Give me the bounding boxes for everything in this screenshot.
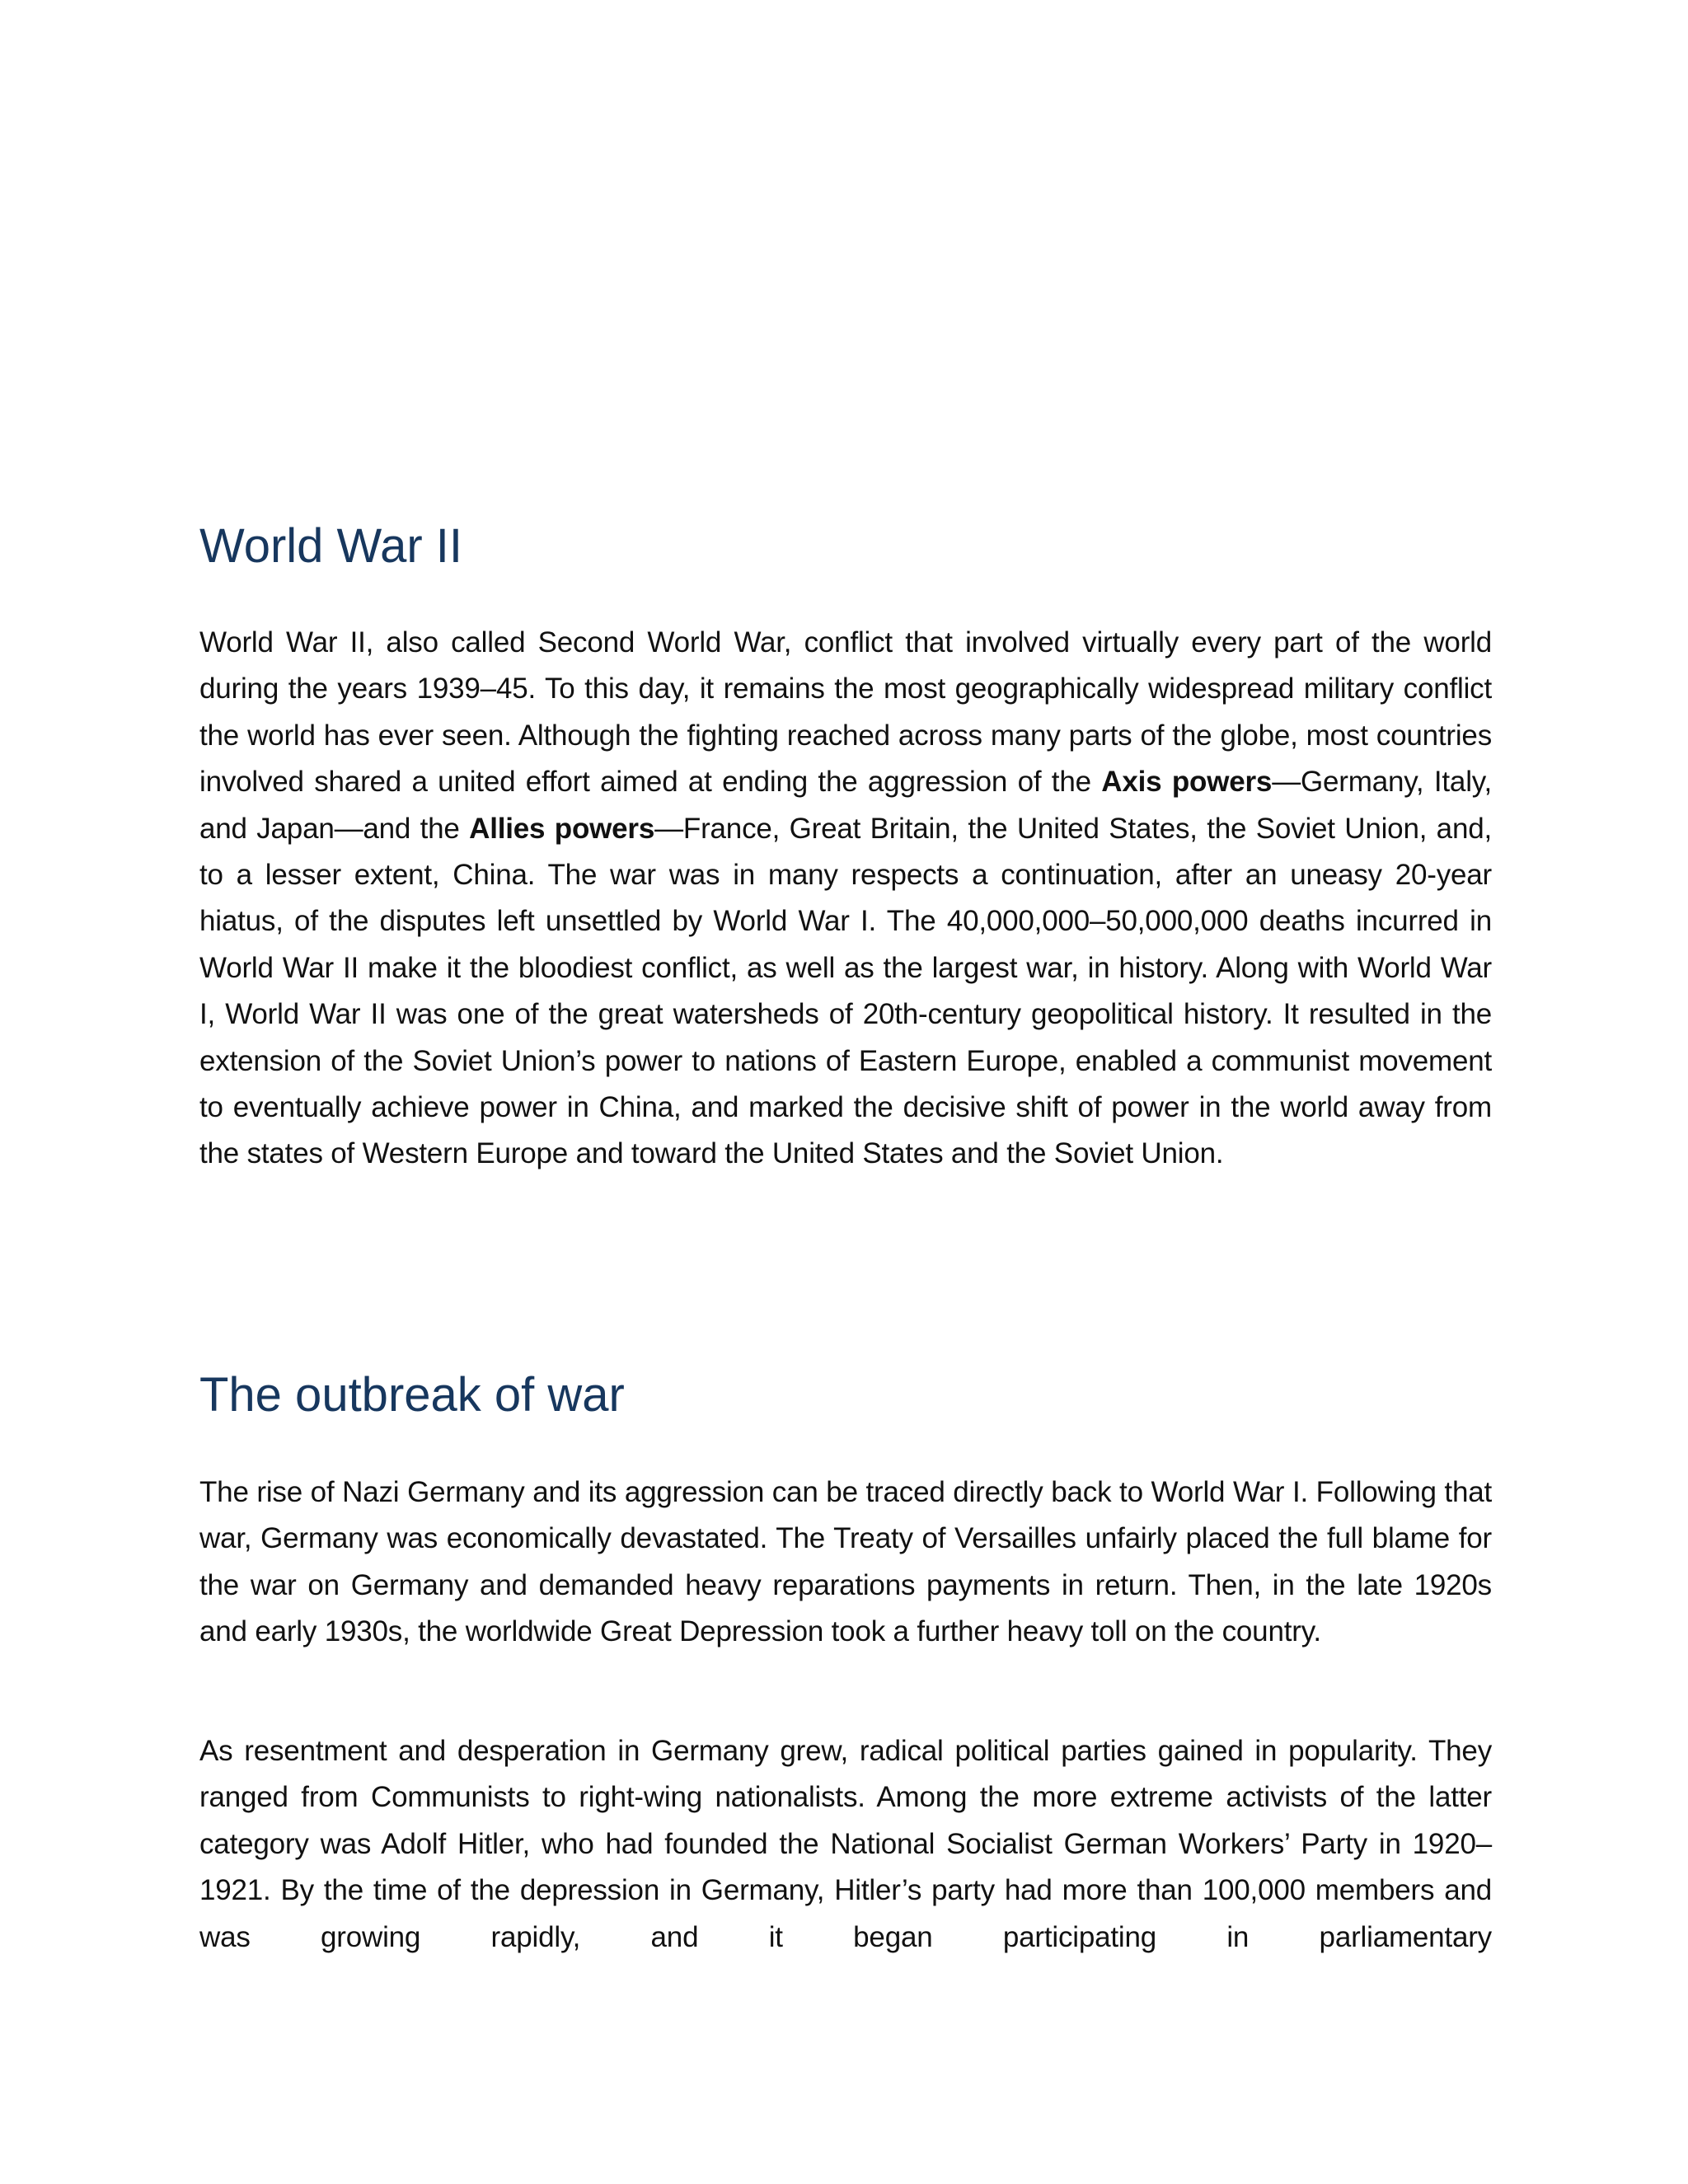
paragraph-text: —Germany, Italy, and Japan—and the	[199, 766, 1492, 845]
paragraph-text: —France, Great Britain, the United States, the Soviet Union, and, to a lesser extent, China. The war was in many respects a continuation, after an uneasy 20-year hiatus, of the disputes left unsettled by World War I. The 40,000,000–50,000,000 deaths incurred in World War II make it the bloodiest conflict, as well as the largest war, in history. Along with World War I, World War II was one of the great watersheds of 20th-century geopolitical history. It resulted in the extension of the Soviet Union’s power to nations of Eastern Europe, enabled a communist movement to eventually achieve power in China, and marked the decisive shift of power in the world away from the states of Western Europe and toward the United States and the Soviet Union.	[199, 812, 1492, 1170]
allies-powers-term: Allies powers	[469, 812, 655, 845]
section-title-world-war-ii: World War II	[199, 519, 463, 573]
axis-powers-term: Axis powers	[1101, 766, 1273, 799]
section-1-paragraph	[199, 620, 1492, 1178]
section-2-paragraph-2: As resentment and desperation in Germany grew, radical political parties gained in popularity. They ranged from Communists to right-wing nationalists. Among the more extreme activists of the latter category was Adolf Hitler, who had founded the National Socialist German Workers’ Party in 1920–1921. By the time of the depression in Germany, Hitler’s party had more than 100,000 members and was growing rapidly, and it began participating in parliamentary	[199, 1735, 1492, 1953]
section-title-outbreak-of-war: The outbreak of war	[199, 1368, 625, 1422]
document-page	[199, 0, 1492, 2184]
paragraph-text: World War II, also called Second World War, conflict that involved virtually every part of the world during the years 1939–45. To this day, it remains the most geographically widespread military conflict the world has ever seen. Although the fighting reached across many parts of the globe, most countries involved shared a united effort aimed at ending the aggression of the	[199, 626, 1492, 799]
section-2-paragraph-1: The rise of Nazi Germany and its aggression can be traced directly back to World War I. Following that war, Germany was economically devastated. The Treaty of Versailles unfairly placed the full blame for the war on Germany and demanded heavy reparations payments in return. Then, in the late 1920s and early 1930s, the worldwide Great Depression took a further heavy toll on the country.	[199, 1476, 1492, 1648]
